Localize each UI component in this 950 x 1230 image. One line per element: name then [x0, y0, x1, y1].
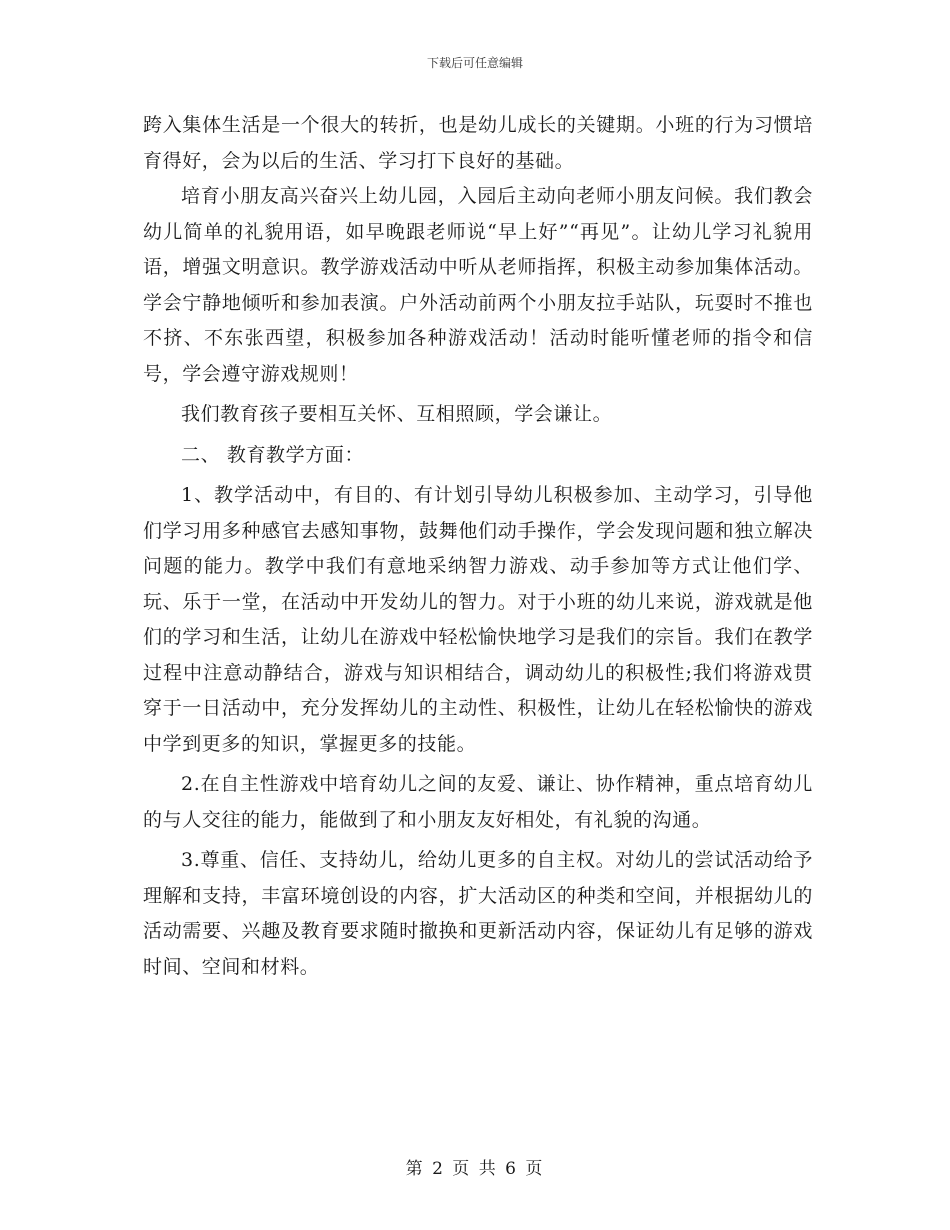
document-body: [143, 108, 813, 985]
page-footer: 第 2 页 共 6 页: [405, 1159, 545, 1179]
paragraph-2: 培育小朋友高兴奋兴上幼儿园，入园后主动向老师小朋友问候。我们教会幼儿简单的礼貌用语，如早晚跟老师说“早上好”“再见”。让幼儿学习礼貌用语，增强文明意识。教学游戏活动中听从老师指挥，积极主动参加集体活动。学会宁静地倾听和参加表演。户外活动前两个小朋友拉手站队，玩耍时不推也不挤、不东张西望，积极参加各种游戏活动！活动时能听懂老师的指令和信号，学会遵守游戏规则！: [143, 185, 813, 385]
section-heading: 二、 教育教学方面：: [181, 443, 365, 466]
paragraph-1: 跨入集体生活是一个很大的转折，也是幼儿成长的关键期。小班的行为习惯培育得好，会为以后的生活、学习打下良好的基础。: [143, 114, 813, 172]
paragraph-3: 我们教育孩子要相互关怀、互相照顾，学会谦让。: [181, 403, 613, 425]
paragraph-6: 3.尊重、信任、支持幼儿，给幼儿更多的自主权。对幼儿的尝试活动给予理解和支持，丰富环境创设的内容，扩大活动区的种类和空间，并根据幼儿的活动需要、兴趣及教育要求随时撤换和更新活动内容，保证幼儿有足够的游戏时间、空间和材料。: [143, 849, 813, 978]
paragraph-4: 1、教学活动中，有目的、有计划引导幼儿积极参加、主动学习，引导他们学习用多种感官去感知事物，鼓舞他们动手操作，学会发现问题和独立解决问题的能力。教学中我们有意地采纳智力游戏、动手参加等方式让他们学、玩、乐于一堂，在活动中开发幼儿的智力。对于小班的幼儿来说，游戏就是他们的学习和生活，让幼儿在游戏中轻松愉快地学习是我们的宗旨。我们在教学过程中注意动静结合，游戏与知识相结合，调动幼儿的积极性;我们将游戏贯穿于一日活动中，充分发挥幼儿的主动性、积极性，让幼儿在轻松愉快的游戏中学到更多的知识，掌握更多的技能。: [143, 484, 813, 755]
paragraph-5: 2.在自主性游戏中培育幼儿之间的友爱、谦让、协作精神，重点培育幼儿的与人交往的能力，能做到了和小朋友友好相处，有礼貌的沟通。: [143, 773, 813, 831]
page-header: 下载后可任意编辑: [426, 56, 523, 70]
